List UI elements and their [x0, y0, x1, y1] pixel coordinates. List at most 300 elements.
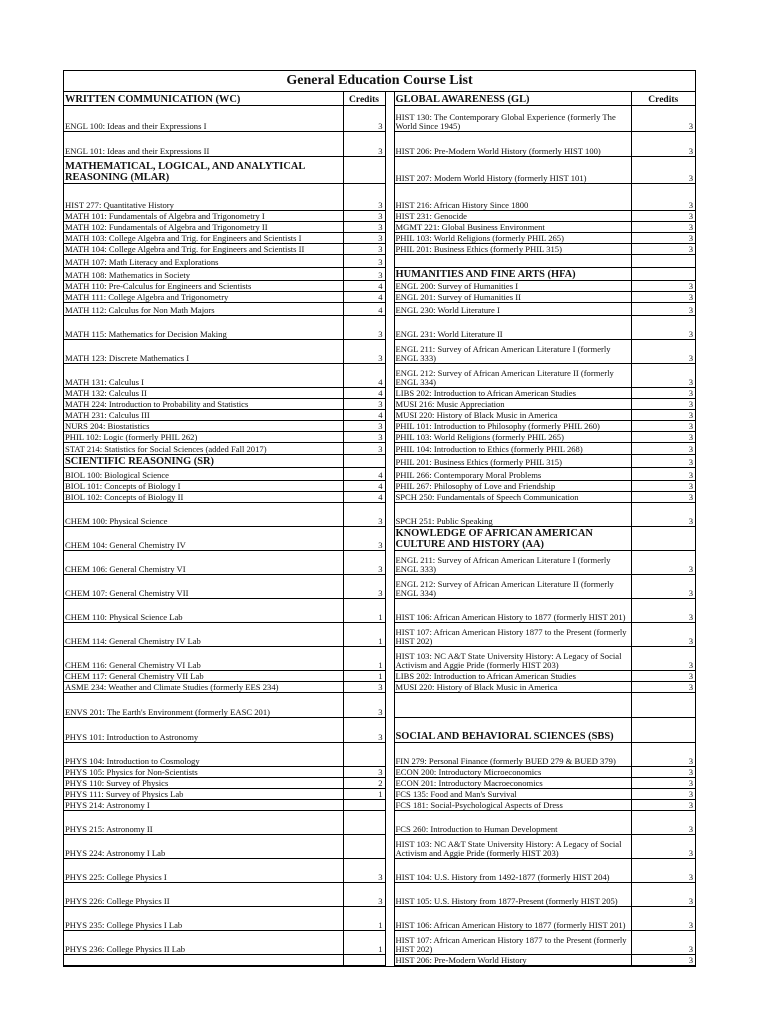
table-row [64, 766, 695, 777]
column-spacer [385, 480, 394, 491]
credits-cell: 3 [631, 105, 695, 131]
table-row [64, 183, 695, 210]
table-row [64, 267, 695, 280]
credits-cell: 3 [631, 387, 695, 398]
table-row [64, 291, 695, 302]
column-spacer [385, 491, 394, 502]
credits-cell: 3 [631, 788, 695, 799]
table-row [64, 954, 695, 965]
credits-cell [631, 692, 695, 717]
section-heading-written-communication-wc: WRITTEN COMMUNICATION (WC) [64, 92, 343, 105]
table-row [64, 467, 695, 480]
table-row [64, 243, 695, 254]
column-spacer [385, 906, 394, 930]
credits-cell [343, 799, 385, 810]
credits-cell: 3 [631, 243, 695, 254]
course-name: ENGL 100: Ideas and their Expressions I [64, 105, 343, 131]
credits-cell: 4 [343, 387, 385, 398]
credits-cell: 3 [343, 105, 385, 131]
credits-cell: 1 [343, 670, 385, 681]
course-name: CHEM 107: General Chemistry VII [64, 574, 343, 598]
credits-cell: 3 [343, 717, 385, 742]
course-name: HIST 104: U.S. History from 1492-1877 (formerly HIST 204) [394, 858, 631, 882]
column-spacer [385, 810, 394, 834]
course-name: MATH 102: Fundamentals of Algebra and Trigonometry II [64, 221, 343, 232]
column-spacer [385, 550, 394, 574]
column-spacer [385, 302, 394, 315]
course-name: SPCH 251: Public Speaking [394, 502, 631, 526]
course-name: MATH 224: Introduction to Probability and Statistics [64, 398, 343, 409]
course-name: PHIL 266: Contemporary Moral Problems [394, 467, 631, 480]
table-row [64, 480, 695, 491]
course-name: FCS 260: Introduction to Human Development [394, 810, 631, 834]
course-name: PHYS 225: College Physics I [64, 858, 343, 882]
credits-cell: 3 [631, 502, 695, 526]
credits-cell: 3 [343, 420, 385, 431]
course-name: CHEM 100: Physical Science [64, 502, 343, 526]
course-name: PHYS 224: Astronomy I Lab [64, 834, 343, 858]
course-name: HIST 206: Pre-Modern World History (formerly HIST 100) [394, 131, 631, 156]
course-name: PHIL 201: Business Ethics (formerly PHIL 315) [394, 454, 631, 467]
credits-cell: 3 [631, 339, 695, 363]
credits-cell: 3 [631, 431, 695, 442]
course-table [64, 92, 695, 966]
course-name: LIBS 202: Introduction to African American Studies [394, 670, 631, 681]
course-name: MATH 132: Calculus II [64, 387, 343, 398]
course-name: ENGL 101: Ideas and their Expressions II [64, 131, 343, 156]
course-name: PHYS 101: Introduction to Astronomy [64, 717, 343, 742]
credits-cell: 3 [631, 232, 695, 243]
column-spacer [385, 598, 394, 622]
course-name: MGMT 221: Global Business Environment [394, 221, 631, 232]
table-row [64, 526, 695, 550]
course-name: BIOL 101: Concepts of Biology I [64, 480, 343, 491]
column-spacer [385, 156, 394, 183]
credits-cell: 3 [631, 622, 695, 646]
course-name: MATH 101: Fundamentals of Algebra and Trigonometry I [64, 210, 343, 221]
credits-cell: 3 [631, 491, 695, 502]
column-spacer [385, 882, 394, 906]
course-name: ENGL 201: Survey of Humanities II [394, 291, 631, 302]
column-spacer [385, 398, 394, 409]
column-spacer [385, 799, 394, 810]
course-name: PHIL 101: Introduction to Philosophy (formerly PHIL 260) [394, 420, 631, 431]
course-name: HIST 216: African History Since 1800 [394, 183, 631, 210]
credits-cell: 3 [631, 480, 695, 491]
credits-cell: 3 [631, 131, 695, 156]
table-row [64, 692, 695, 717]
table-row [64, 502, 695, 526]
course-name: PHYS 235: College Physics I Lab [64, 906, 343, 930]
column-spacer [385, 502, 394, 526]
course-name: HIST 277: Quantitative History [64, 183, 343, 210]
table-row [64, 315, 695, 339]
credits-cell: 4 [343, 291, 385, 302]
table-row [64, 442, 695, 454]
credits-cell: 3 [631, 156, 695, 183]
course-name: MATH 231: Calculus III [64, 409, 343, 420]
section-heading-global-awareness-gl: GLOBAL AWARENESS (GL) [394, 92, 631, 105]
table-row [64, 339, 695, 363]
credits-cell: 3 [343, 692, 385, 717]
course-name: HIST 103: NC A&T State University History: A Legacy of Social Activism and Aggie Pride (formerly HIST 203) [394, 646, 631, 670]
credits-cell: 3 [343, 550, 385, 574]
credits-cell: 3 [631, 882, 695, 906]
course-name: PHYS 110: Survey of Physics [64, 777, 343, 788]
credits-cell: 3 [343, 858, 385, 882]
course-name: HIST 107: African American History 1877 to the Present (formerly HIST 202) [394, 622, 631, 646]
table-row [64, 221, 695, 232]
table-row [64, 302, 695, 315]
credits-cell: 4 [343, 302, 385, 315]
credits-cell: 3 [343, 431, 385, 442]
course-name: MUSI 220: History of Black Music in America [394, 681, 631, 692]
course-name: PHYS 111: Survey of Physics Lab [64, 788, 343, 799]
column-spacer [385, 646, 394, 670]
table-row [64, 387, 695, 398]
credits-cell [343, 742, 385, 766]
course-name: STAT 214: Statistics for Social Sciences (added Fall 2017) [64, 442, 343, 454]
credits-cell: 3 [631, 398, 695, 409]
course-name: ENGL 212: Survey of African American Literature II (formerly ENGL 334) [394, 574, 631, 598]
credits-cell: 3 [631, 467, 695, 480]
credits-cell: 3 [631, 420, 695, 431]
credits-cell: 4 [343, 480, 385, 491]
table-row [64, 882, 695, 906]
course-name: ENGL 230: World Literature I [394, 302, 631, 315]
credits-cell: 3 [631, 799, 695, 810]
column-spacer [385, 280, 394, 291]
column-spacer [385, 742, 394, 766]
table-row [64, 574, 695, 598]
table-row [64, 398, 695, 409]
course-name: HIST 206: Pre-Modern World History [394, 954, 631, 965]
course-list-sheet [63, 70, 696, 967]
credits-cell: 1 [343, 622, 385, 646]
credits-cell: 4 [343, 467, 385, 480]
column-spacer [385, 243, 394, 254]
credits-cell: 3 [343, 882, 385, 906]
course-name: PHYS 236: College Physics II Lab [64, 930, 343, 954]
course-name: PHIL 267: Philosophy of Love and Friendship [394, 480, 631, 491]
credits-cell: 1 [343, 598, 385, 622]
credits-column-header: Credits [343, 92, 385, 105]
course-name: MUSI 220: History of Black Music in America [394, 409, 631, 420]
column-spacer [385, 467, 394, 480]
column-spacer [385, 930, 394, 954]
credits-cell: 3 [631, 291, 695, 302]
credits-cell: 3 [343, 398, 385, 409]
credits-cell: 3 [631, 363, 695, 387]
credits-cell: 3 [631, 742, 695, 766]
credits-cell: 3 [343, 243, 385, 254]
column-spacer [385, 183, 394, 210]
credits-cell [631, 717, 695, 742]
column-spacer [385, 622, 394, 646]
credits-cell: 3 [343, 526, 385, 550]
course-name: PHIL 201: Business Ethics (formerly PHIL 315) [394, 243, 631, 254]
credits-cell [343, 156, 385, 183]
credits-cell: 3 [631, 183, 695, 210]
course-name: MUSI 216: Music Appreciation [394, 398, 631, 409]
course-name: ASME 234: Weather and Climate Studies (formerly EES 234) [64, 681, 343, 692]
table-row [64, 670, 695, 681]
credits-cell: 3 [631, 766, 695, 777]
course-name: PHIL 103: World Religions (formerly PHIL 265) [394, 232, 631, 243]
course-name: HIST 105: U.S. History from 1877-Present (formerly HIST 205) [394, 882, 631, 906]
credits-cell: 3 [343, 574, 385, 598]
credits-cell: 3 [631, 906, 695, 930]
blank-cell [343, 954, 385, 965]
credits-cell: 3 [631, 681, 695, 692]
table-row [64, 280, 695, 291]
column-spacer [385, 954, 394, 965]
page-title: General Education Course List [64, 71, 695, 92]
column-spacer [385, 526, 394, 550]
blank-cell [394, 254, 631, 267]
table-row [64, 930, 695, 954]
credits-cell: 3 [343, 442, 385, 454]
course-name: ENGL 231: World Literature II [394, 315, 631, 339]
credits-cell: 3 [343, 766, 385, 777]
course-name: ENGL 212: Survey of African American Literature II (formerly ENGL 334) [394, 363, 631, 387]
credits-cell: 4 [343, 409, 385, 420]
column-spacer [385, 409, 394, 420]
credits-cell: 3 [343, 254, 385, 267]
column-spacer [385, 232, 394, 243]
credits-cell: 3 [631, 210, 695, 221]
credits-cell: 3 [631, 777, 695, 788]
column-spacer [385, 431, 394, 442]
table-row [64, 788, 695, 799]
column-spacer [385, 363, 394, 387]
column-spacer [385, 254, 394, 267]
table-row [64, 550, 695, 574]
course-name: CHEM 114: General Chemistry IV Lab [64, 622, 343, 646]
table-row [64, 622, 695, 646]
section-heading-social-and-behavioral-sciences-sbs: SOCIAL AND BEHAVIORAL SCIENCES (SBS) [394, 717, 631, 742]
credits-cell [631, 526, 695, 550]
course-name: BIOL 100: Biological Science [64, 467, 343, 480]
course-name: CHEM 106: General Chemistry VI [64, 550, 343, 574]
credits-cell: 3 [631, 280, 695, 291]
credits-cell: 3 [631, 302, 695, 315]
course-name: FIN 279: Personal Finance (formerly BUED 279 & BUED 379) [394, 742, 631, 766]
column-spacer [385, 766, 394, 777]
table-row [64, 232, 695, 243]
table-row [64, 491, 695, 502]
column-spacer [385, 777, 394, 788]
course-name: ENVS 201: The Earth's Environment (formerly EASC 201) [64, 692, 343, 717]
column-spacer [385, 339, 394, 363]
column-spacer [385, 315, 394, 339]
credits-cell: 3 [631, 221, 695, 232]
course-name: HIST 107: African American History 1877 to the Present (formerly HIST 202) [394, 930, 631, 954]
course-name: MATH 104: College Algebra and Trig. for Engineers and Scientists II [64, 243, 343, 254]
credits-cell: 3 [343, 339, 385, 363]
credits-cell: 3 [343, 232, 385, 243]
table-row [64, 420, 695, 431]
course-name: HIST 106: African American History to 1877 (formerly HIST 201) [394, 906, 631, 930]
course-name: PHYS 104: Introduction to Cosmology [64, 742, 343, 766]
table-row [64, 210, 695, 221]
credits-cell: 3 [343, 183, 385, 210]
course-name: BIOL 102: Concepts of Biology II [64, 491, 343, 502]
credits-cell: 3 [343, 502, 385, 526]
credits-cell: 3 [631, 550, 695, 574]
course-name: FCS 135: Food and Man's Survival [394, 788, 631, 799]
course-name: PHIL 103: World Religions (formerly PHIL 265) [394, 431, 631, 442]
section-heading-humanities-and-fine-arts-hfa: HUMANITIES AND FINE ARTS (HFA) [394, 267, 631, 280]
credits-cell: 4 [343, 280, 385, 291]
table-row [64, 598, 695, 622]
table-row [64, 834, 695, 858]
course-name: CHEM 116: General Chemistry VI Lab [64, 646, 343, 670]
credits-cell: 3 [631, 598, 695, 622]
course-name: ECON 200: Introductory Microeconomics [394, 766, 631, 777]
course-name: HIST 231: Genocide [394, 210, 631, 221]
column-spacer [385, 574, 394, 598]
column-spacer [385, 834, 394, 858]
table-row [64, 681, 695, 692]
table-row [64, 105, 695, 131]
credits-cell: 3 [343, 131, 385, 156]
column-spacer [385, 442, 394, 454]
course-name: PHYS 105: Physics for Non-Scientists [64, 766, 343, 777]
course-name: SPCH 250: Fundamentals of Speech Communication [394, 491, 631, 502]
credits-cell: 3 [631, 646, 695, 670]
column-spacer [385, 420, 394, 431]
course-name: CHEM 104: General Chemistry IV [64, 526, 343, 550]
section-heading-knowledge-of-african-american-culture-an: KNOWLEDGE OF AFRICAN AMERICAN CULTURE AND HISTORY (AA) [394, 526, 631, 550]
credits-cell: 3 [631, 442, 695, 454]
course-name: MATH 107: Math Literacy and Explorations [64, 254, 343, 267]
course-name: CHEM 117: General Chemistry VII Lab [64, 670, 343, 681]
credits-cell: 2 [343, 777, 385, 788]
table-row [64, 92, 695, 105]
column-spacer [385, 131, 394, 156]
table-row [64, 810, 695, 834]
course-name: PHIL 102: Logic (formerly PHIL 262) [64, 431, 343, 442]
credits-cell: 4 [343, 363, 385, 387]
table-row [64, 454, 695, 467]
credits-cell: 3 [343, 681, 385, 692]
table-row [64, 131, 695, 156]
credits-cell: 3 [631, 930, 695, 954]
table-row [64, 777, 695, 788]
column-spacer [385, 858, 394, 882]
table-row [64, 717, 695, 742]
credits-column-header: Credits [631, 92, 695, 105]
column-spacer [385, 788, 394, 799]
column-spacer [385, 387, 394, 398]
credits-cell [631, 267, 695, 280]
table-row [64, 799, 695, 810]
credits-cell: 3 [343, 267, 385, 280]
section-heading-scientific-reasoning-sr: SCIENTIFIC REASONING (SR) [64, 454, 343, 467]
course-name: ENGL 200: Survey of Humanities I [394, 280, 631, 291]
credits-cell: 1 [343, 906, 385, 930]
credits-cell: 3 [631, 834, 695, 858]
table-row [64, 363, 695, 387]
course-name: CHEM 110: Physical Science Lab [64, 598, 343, 622]
credits-cell: 3 [343, 210, 385, 221]
column-spacer [385, 717, 394, 742]
course-name: HIST 130: The Contemporary Global Experience (formerly The World Since 1945) [394, 105, 631, 131]
credits-cell: 3 [631, 315, 695, 339]
course-name: HIST 106: African American History to 1877 (formerly HIST 201) [394, 598, 631, 622]
credits-cell: 3 [631, 409, 695, 420]
course-name: LIBS 202: Introduction to African American Studies [394, 387, 631, 398]
column-spacer [385, 291, 394, 302]
credits-cell [343, 810, 385, 834]
credits-cell: 1 [343, 788, 385, 799]
course-name: ENGL 211: Survey of African American Literature I (formerly ENGL 333) [394, 550, 631, 574]
table-row [64, 156, 695, 183]
course-name: MATH 115: Mathematics for Decision Making [64, 315, 343, 339]
column-spacer [385, 221, 394, 232]
table-row [64, 858, 695, 882]
column-spacer [385, 267, 394, 280]
credits-cell: 4 [343, 491, 385, 502]
blank-cell [394, 692, 631, 717]
column-spacer [385, 670, 394, 681]
credits-cell [343, 834, 385, 858]
table-row [64, 254, 695, 267]
credits-cell: 3 [631, 810, 695, 834]
credits-cell: 1 [343, 930, 385, 954]
credits-cell: 3 [631, 574, 695, 598]
section-heading-mathematical-logical-and-analytical-reas: MATHEMATICAL, LOGICAL, AND ANALYTICAL REASONING (MLAR) [64, 156, 343, 183]
credits-cell: 1 [343, 646, 385, 670]
blank-cell [64, 954, 343, 965]
credits-cell: 3 [343, 315, 385, 339]
course-name: ENGL 211: Survey of African American Literature I (formerly ENGL 333) [394, 339, 631, 363]
course-name: MATH 110: Pre-Calculus for Engineers and Scientists [64, 280, 343, 291]
credits-cell: 3 [631, 670, 695, 681]
table-row [64, 906, 695, 930]
table-row [64, 409, 695, 420]
credits-cell: 3 [631, 858, 695, 882]
course-name: MATH 108: Mathematics in Society [64, 267, 343, 280]
table-row [64, 742, 695, 766]
course-name: HIST 207: Modern World History (formerly HIST 101) [394, 156, 631, 183]
course-name: ECON 201: Introductory Macroeconomics [394, 777, 631, 788]
credits-cell: 3 [631, 954, 695, 965]
credits-cell: 3 [343, 221, 385, 232]
column-spacer [385, 105, 394, 131]
course-name: NURS 204: Biostatistics [64, 420, 343, 431]
column-spacer [385, 681, 394, 692]
column-spacer [385, 92, 394, 105]
credits-cell [343, 454, 385, 467]
column-spacer [385, 210, 394, 221]
course-name: PHYS 214: Astronomy I [64, 799, 343, 810]
course-name: PHIL 104: Introduction to Ethics (formerly PHIL 268) [394, 442, 631, 454]
course-name: MATH 123: Discrete Mathematics I [64, 339, 343, 363]
column-spacer [385, 692, 394, 717]
course-name: FCS 181: Social-Psychological Aspects of Dress [394, 799, 631, 810]
course-name: PHYS 215: Astronomy II [64, 810, 343, 834]
column-spacer [385, 454, 394, 467]
course-name: MATH 112: Calculus for Non Math Majors [64, 302, 343, 315]
course-name: PHYS 226: College Physics II [64, 882, 343, 906]
table-row [64, 431, 695, 442]
credits-cell: 3 [631, 454, 695, 467]
course-name: MATH 111: College Algebra and Trigonometry [64, 291, 343, 302]
credits-cell [631, 254, 695, 267]
course-name: MATH 103: College Algebra and Trig. for Engineers and Scientists I [64, 232, 343, 243]
